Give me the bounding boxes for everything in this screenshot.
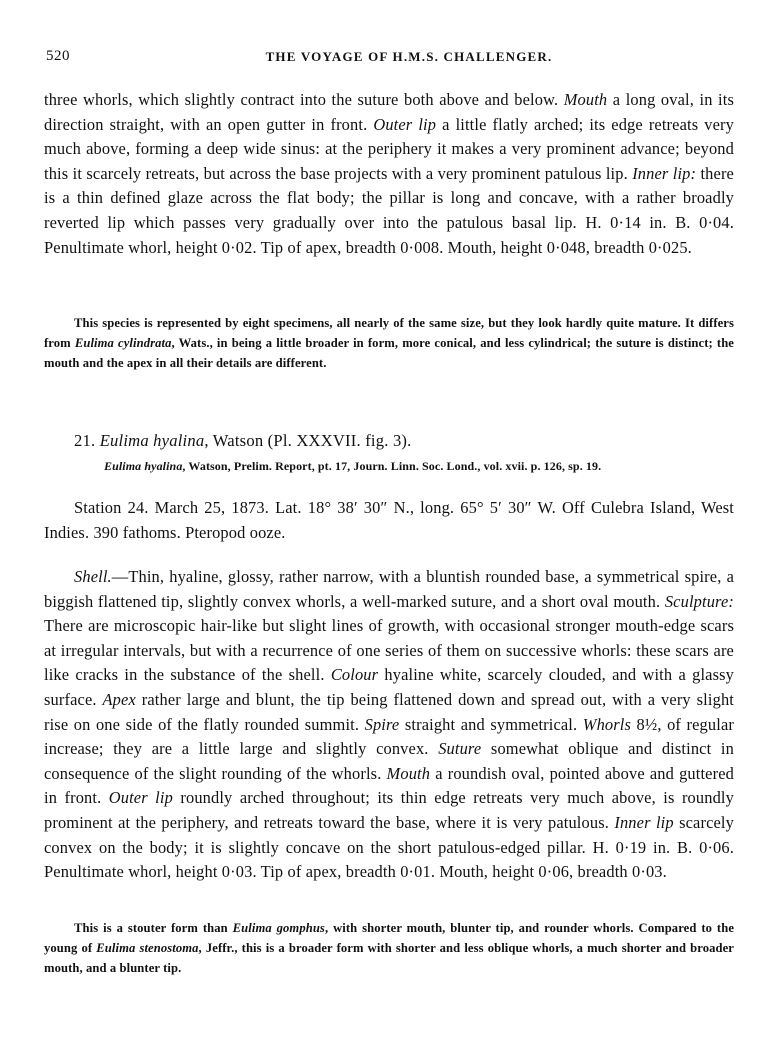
italic-term: Inner lip: [632, 163, 697, 183]
italic-term: Suture [438, 739, 482, 759]
text-run: , with shorter mouth, blunter tip, and rounder whorls. Compared to the young of [44, 921, 735, 955]
species-name: Eulima hyalina [99, 431, 205, 450]
note-paragraph-2 [44, 918, 734, 978]
text-run: , Jeffr., this is a broader form with shorter and less oblique whorls, a much shorter and broader mouth, and a blunter tip. [44, 941, 734, 975]
species-author: , Watson (Pl. XXXVII. fig. 3). [204, 431, 412, 450]
italic-term: Spire [364, 714, 400, 734]
reference-species-name: Eulima hyalina [104, 459, 183, 473]
italic-term: Inner lip [614, 812, 674, 832]
text-run: hyaline white, scarcely clouded, and with a glassy surface. [44, 665, 734, 709]
text-run: This is a stouter form than [74, 921, 233, 935]
text-run: somewhat oblique and distinct in consequence of the slight rounding of the whorls. [44, 739, 734, 783]
italic-species-name: Eulima stenostoma [96, 941, 199, 955]
text-run: scarcely convex on the body; it is slightly concave on the short patulous-edged pillar. H. 0·19 in. B. 0·06. Penultimate whorl, height 0·03. Tip of apex, breadth 0·01. Mouth, height 0·06, breadth 0·03. [44, 812, 734, 882]
italic-species-name: Eulima gomphus [232, 921, 325, 935]
text-run: three whorls, which slightly contract into the suture both above and below. [44, 90, 564, 109]
text-run: —Thin, hyaline, glossy, rather narrow, with a bluntish rounded base, a symmetrical spire, a biggish flattened tip, slightly convex whorls, a well-marked suture, and a short oval mouth. [44, 567, 734, 611]
italic-term: Shell. [74, 567, 112, 586]
text-run: a long oval, in its direction straight, with an open gutter in front. [44, 90, 734, 134]
text-run: rather large and blunt, the tip being flattened down and spread out, with a very slight rise on one side of the flatly rounded summit. [44, 689, 734, 734]
italic-term: Whorls [582, 714, 632, 734]
italic-term: Mouth [386, 763, 431, 783]
italic-term: Sculpture: [664, 591, 734, 611]
italic-term: Mouth [563, 90, 608, 109]
text-run: This species is represented by eight specimens, all nearly of the same size, but they look hardly quite mature. It differs from [44, 316, 734, 350]
station-paragraph: Station 24. March 25, 1873. Lat. 18° 38′ 30″ N., long. 65° 5′ 30″ W. Off Culebra Island, West Indies. 390 fathoms. Pteropod ooze. [44, 498, 734, 542]
text-run: there is a thin defined glaze across the flat body; the pillar is long and concave, with a rather broadly reverted lip which passes very gradually over into the patulous basal lip. H. 0·14 in. B. 0·04. Penultimate whorl, height 0·02. Tip of apex, breadth 0·008. Mouth, height 0·048, breadth 0·025. [44, 163, 734, 257]
species-heading [74, 431, 412, 451]
text-run: roundly arched throughout; its thin edge retreats very much above, is roundly prominent at the periphery, and retreats toward the base, where it is very patulous. [44, 788, 734, 832]
species-reference [104, 459, 601, 474]
text-run: a roundish oval, pointed above and guttered in front. [44, 763, 734, 808]
italic-term: Colour [330, 665, 379, 685]
italic-term: Apex [102, 689, 136, 709]
shell-description-paragraph [44, 565, 734, 885]
text-run: straight and symmetrical. [399, 714, 583, 734]
paragraph-description-continued [44, 88, 734, 260]
text-run: There are microscopic hair-like but slight lines of growth, with occasional stronger mouth-edge scars at irregular intervals, but with a recurrence of one series of them on successive whorls: these scars are like cracks in the substance of the shell. [44, 616, 734, 685]
text-run: 8½, of regular increase; they are a little large and slightly convex. [44, 714, 734, 759]
italic-term: Outer lip [108, 788, 173, 808]
text-run: , Wats., in being a little broader in form, more conical, and less cylindrical; the suture is distinct; the mouth and the apex in all their details are different. [44, 336, 734, 370]
page-number: 520 [46, 48, 70, 64]
running-head: THE VOYAGE OF H.M.S. CHALLENGER. [265, 49, 553, 64]
italic-term: Outer lip [373, 114, 437, 134]
note-paragraph-1 [44, 313, 734, 373]
text-run: a little flatly arched; its edge retreats very much above, forming a deep wide sinus: at the periphery it makes a very prominent advance; beyond this it scarcely retreats, but across the base projects with a very prominent patulous lip. [44, 114, 734, 183]
species-number: 21. [74, 431, 100, 450]
page-header [44, 48, 734, 68]
italic-species-name: Eulima cylindrata [74, 336, 172, 350]
reference-text: , Watson, Prelim. Report, pt. 17, Journ. Linn. Soc. Lond., vol. xvii. p. 126, sp. 19. [182, 459, 602, 473]
